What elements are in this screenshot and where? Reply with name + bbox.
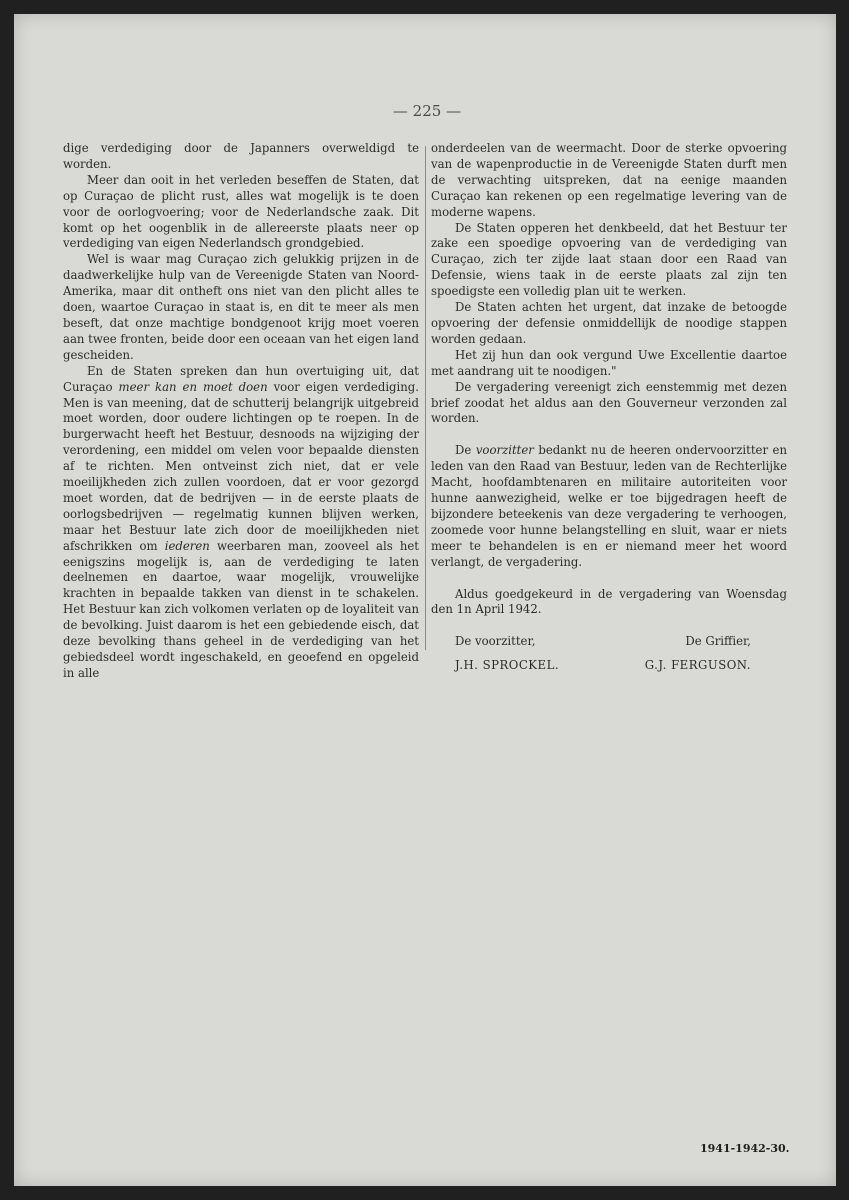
paragraph: De Staten achten het urgent, dat inzake de betoogde opvoering der defensie onmiddellijk de noodige stappen worden gedaan.: [431, 300, 787, 346]
signature-names: [431, 658, 787, 674]
paragraph: Het zij hun dan ook vergund Uwe Excellentie daartoe met aandrang uit te noodigen.": [431, 347, 787, 378]
emphasis-text: iederen: [164, 538, 210, 553]
paragraph: De Staten opperen het denkbeeld, dat het Bestuur ter zake een spoedige opvoering van de verdediging van Curaçao, zich ter zijde laat staan door een Raad van Defensie, wiens taak in de eerste plaats zal zijn ten spoedigste een volledig plan uit te werken.: [431, 220, 787, 299]
text-run: En de Staten spreken dan hun overtuiging uit, dat Curaçao: [63, 363, 419, 394]
chairman-title: De voorzitter,: [455, 634, 536, 649]
document-code: 1941-1942-30.: [700, 1142, 790, 1155]
text-run: weerbaren man, zooveel als het eenigszins mogelijk is, aan de verdediging te laten deelnemen en daartoe, waar mogelijk, vrouwelijke krachten in bepaalde takken van dienst in te schakelen. Het Bestuur kan zich volkomen verlaten op de loyaliteit van de bevolking. Juist daarom is het een gebiedende eisch, dat deze bevolking thans geheel in de verdediging van het gebiedsdeel wordt ingeschakeld, en geoefend en opgeleid in alle: [63, 538, 419, 680]
text-run: De: [455, 443, 476, 458]
right-column: [431, 141, 787, 674]
signature-titles: [431, 634, 787, 650]
emphasis-text: voorzitter: [475, 443, 534, 458]
clerk-title: De Griffier,: [685, 634, 751, 649]
clerk-name: G.J. FERGUSON.: [644, 658, 751, 673]
text-run: bedankt nu de heeren ondervoorzitter en leden van den Raad van Bestuur, leden van de Rechterlijke Macht, hoofdambtenaren en militaire autoriteiten voor hunne aanwezigheid, welke er toe bijgedragen heeft de bijzondere beteekenis van deze vergadering te verhoogen, zoomede voor hunne belangstelling en sluit, waar er niets meer te behandelen is en er niemand meer het woord verlangt, de vergadering.: [431, 443, 787, 569]
text-run: voor eigen verdediging. Men is van meening, dat de schutterij belangrijk uitgebreid moet worden, door oudere lichtingen op te roepen. In de burgerwacht heeft het Bestuur, desnoods na wijziging der verordening, een middel om velen voor bepaalde diensten af te richten. Men ontveinst zich niet, dat er vele moeilijkheden zich zullen voordoen, dat er voor gezorgd moet worden, dat de bedrijven — in de eerste plaats de oorlogsbedrijven — regelmatig kunnen blijven werken, maar het Bestuur late zich door de moeilijkheden niet afschrikken om: [63, 379, 419, 553]
paragraph: Wel is waar mag Curaçao zich gelukkig prijzen in de daadwerkelijke hulp van de Vereenigde Staten van Noord-Amerika, maar dit ontheft ons niet van den plicht alles te doen, waartoe Curaçao in staat is, en dit te meer als men beseft, dat onze machtige bondgenoot krijg moet voeren aan twee fronten, beide door een oceaan van het eigen land gescheiden.: [63, 252, 420, 362]
paragraph: [63, 364, 419, 682]
paragraph: De vergadering vereenigt zich eenstemmig met dezen brief zoodat het aldus aan den Gouverneur verzonden zal worden.: [431, 379, 787, 426]
chairman-name: J.H. SPROCKEL.: [455, 658, 560, 673]
page-number: — 225 —: [392, 102, 462, 120]
paragraph: onderdeelen van de weermacht. Door de sterke opvoering van de wapenproductie in de Vereenigde Staten durft men de verwachting uitspreken, dat na eenige maanden Curaçao kan rekenen op een regelmatige levering van de moderne wapens.: [431, 141, 787, 219]
paragraph: Meer dan ooit in het verleden beseffen de Staten, dat op Curaçao de plicht rust, alles wat mogelijk is te doen voor de oorlogvoering; voor de Nederlandsche zaak. Dit komt op het oogenblik in de allereerste plaats neer op verdediging van eigen Nederlandsch grondgebied.: [63, 172, 419, 251]
paragraph: [431, 443, 787, 570]
approval-line: Aldus goedgekeurd in de vergadering van Woensdag den 1n April 1942.: [431, 586, 787, 617]
paragraph: dige verdediging door de Japanners overweldigd te worden.: [63, 141, 419, 171]
left-column: [63, 141, 419, 682]
emphasis-text: meer kan en moet doen: [118, 379, 268, 394]
column-divider: [425, 146, 426, 650]
